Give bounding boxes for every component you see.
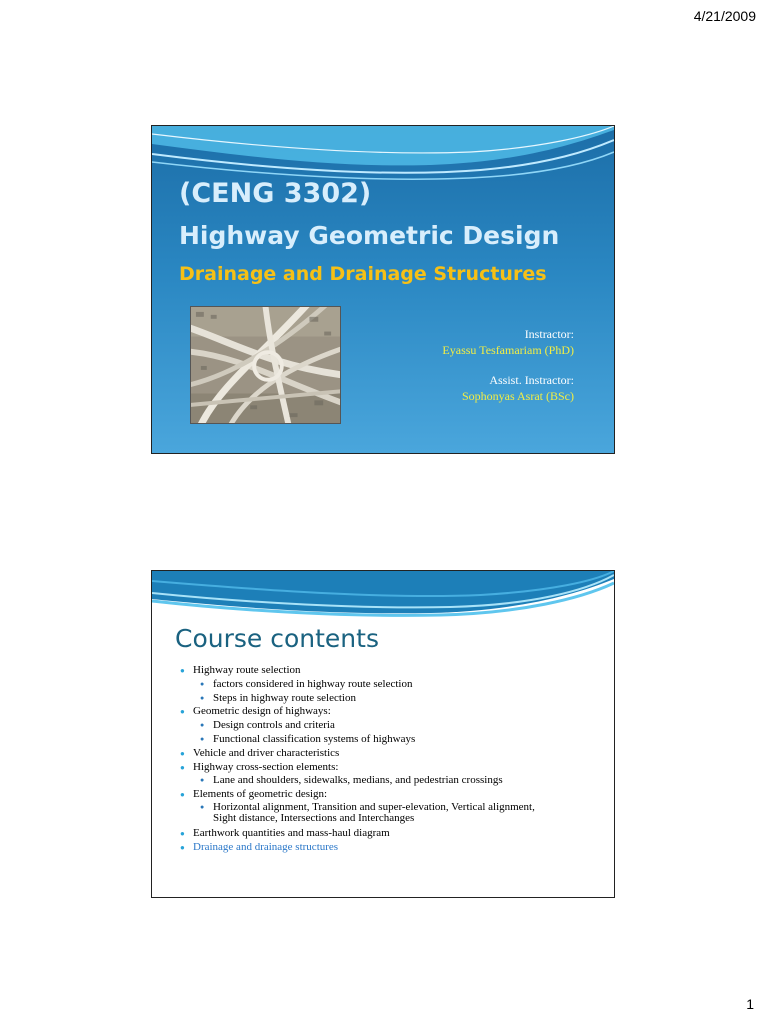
list-item: ● Design controls and criteria	[180, 719, 553, 733]
assistant-name: Sophonyas Asrat (BSc)	[462, 389, 574, 403]
course-code: (CENG 3302)	[179, 178, 372, 209]
instructor-label: Instractor:	[524, 327, 574, 341]
page-number: 1	[746, 996, 754, 1012]
course-title: Highway Geometric Design	[179, 221, 560, 250]
list-item: ● Horizontal alignment, Transition and super-elevation, Vertical alignment, Sight distance, Intersections and Interchanges	[180, 802, 553, 827]
lecture-subtitle: Drainage and Drainage Structures	[179, 263, 547, 285]
wave-decoration	[152, 126, 614, 186]
highway-interchange-photo	[190, 306, 341, 424]
list-item: ● Elements of geometric design:	[180, 788, 553, 802]
list-item: ● factors considered in highway route selection	[180, 678, 553, 692]
contents-list	[180, 664, 553, 855]
instructor-name: Eyassu Tesfamariam (PhD)	[442, 343, 574, 357]
wave-decoration	[152, 571, 614, 619]
list-item: ● Functional classification systems of highways	[180, 733, 553, 747]
list-item: ● Earthwork quantities and mass-haul diagram	[180, 827, 553, 841]
title-slide	[151, 125, 615, 454]
list-item: ● Vehicle and driver characteristics	[180, 747, 553, 761]
list-item: ● Highway route selection	[180, 664, 553, 678]
list-item: ● Steps in highway route selection	[180, 692, 553, 706]
instructor-block	[442, 326, 574, 404]
list-item-current: ● Drainage and drainage structures	[180, 841, 553, 855]
assistant-label: Assist. Instractor:	[489, 373, 574, 387]
slide-title: Course contents	[175, 624, 379, 653]
list-item: ● Lane and shoulders, sidewalks, medians, and pedestrian crossings	[180, 774, 553, 788]
contents-slide	[151, 570, 615, 898]
list-item: ● Geometric design of highways:	[180, 705, 553, 719]
list-item: ● Highway cross-section elements:	[180, 761, 553, 775]
page-date: 4/21/2009	[693, 8, 756, 24]
